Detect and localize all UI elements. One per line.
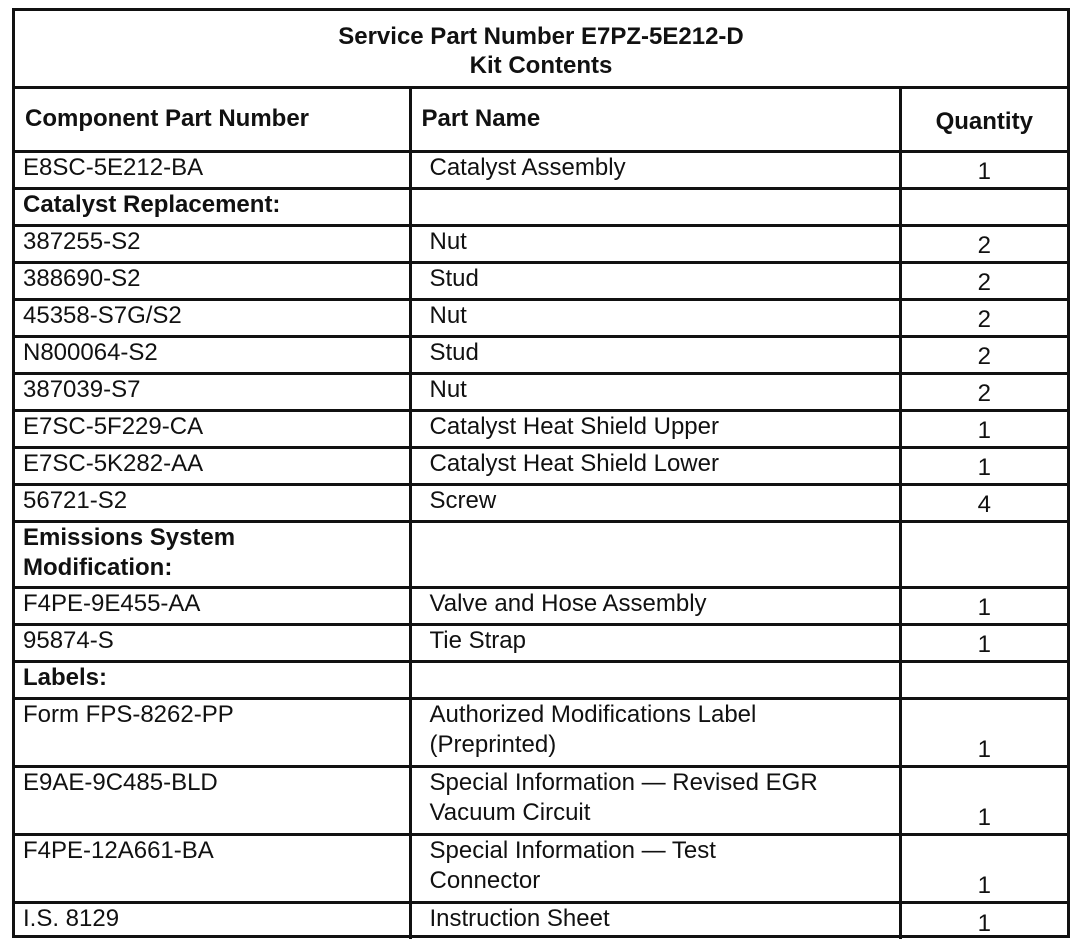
- part-number-cell: F4PE-12A661-BA: [15, 834, 410, 902]
- part-name-line-2: (Preprinted): [429, 730, 557, 758]
- part-name-cell: [410, 698, 900, 766]
- part-name-cell: Stud: [410, 262, 900, 299]
- part-name-cell: Catalyst Heat Shield Lower: [410, 447, 900, 484]
- table-row: [15, 766, 1067, 834]
- table-row: [15, 225, 1067, 262]
- part-name-line-1: Authorized Modifications Label: [429, 700, 757, 728]
- part-number-cell: F4PE-9E455-AA: [15, 587, 410, 624]
- column-header-quantity: Quantity: [900, 89, 1067, 151]
- kit-contents-table: [15, 89, 1067, 939]
- part-number-cell: 388690-S2: [15, 262, 410, 299]
- empty-cell: [900, 521, 1067, 587]
- part-name-cell: Nut: [410, 373, 900, 410]
- section-heading: Labels:: [15, 661, 410, 698]
- section-heading-line-2: Modification:: [23, 553, 173, 581]
- kit-contents-sheet: [12, 8, 1070, 938]
- quantity-cell: 1: [900, 151, 1067, 188]
- part-number-cell: E9AE-9C485-BLD: [15, 766, 410, 834]
- empty-cell: [410, 521, 900, 587]
- section-row: [15, 661, 1067, 698]
- part-name-cell: Valve and Hose Assembly: [410, 587, 900, 624]
- table-row: [15, 834, 1067, 902]
- table-row: [15, 410, 1067, 447]
- empty-cell: [410, 661, 900, 698]
- part-number-cell: 387039-S7: [15, 373, 410, 410]
- title-line-1: Service Part Number E7PZ-5E212-D: [338, 22, 744, 50]
- part-number-cell: Form FPS-8262-PP: [15, 698, 410, 766]
- quantity-cell: 2: [900, 262, 1067, 299]
- quantity-cell: 1: [900, 410, 1067, 447]
- part-name-line-1: Special Information — Test: [429, 836, 716, 864]
- part-number-cell: N800064-S2: [15, 336, 410, 373]
- part-name-cell: Instruction Sheet: [410, 902, 900, 939]
- part-number-cell: 45358-S7G/S2: [15, 299, 410, 336]
- part-number-cell: 387255-S2: [15, 225, 410, 262]
- table-row: [15, 262, 1067, 299]
- part-name-cell: Nut: [410, 225, 900, 262]
- quantity-cell: 2: [900, 225, 1067, 262]
- title-line-2: Kit Contents: [469, 51, 613, 79]
- part-name-cell: Tie Strap: [410, 624, 900, 661]
- column-header-part-number: Component Part Number: [15, 89, 410, 151]
- section-row: [15, 188, 1067, 225]
- quantity-cell: 2: [900, 373, 1067, 410]
- column-header-part-name: Part Name: [410, 89, 900, 151]
- part-name-cell: Nut: [410, 299, 900, 336]
- empty-cell: [900, 188, 1067, 225]
- part-name-line-1: Special Information — Revised EGR: [429, 768, 818, 796]
- quantity-cell: 1: [900, 834, 1067, 902]
- table-row: [15, 902, 1067, 939]
- table-row: [15, 484, 1067, 521]
- table-row: [15, 373, 1067, 410]
- table-row: [15, 447, 1067, 484]
- part-number-cell: I.S. 8129: [15, 902, 410, 939]
- part-name-cell: Catalyst Assembly: [410, 151, 900, 188]
- quantity-cell: 1: [900, 766, 1067, 834]
- part-name-cell: [410, 766, 900, 834]
- quantity-cell: 1: [977, 910, 991, 937]
- table-row: [15, 624, 1067, 661]
- quantity-cell: 1: [900, 698, 1067, 766]
- part-number-cell: E7SC-5F229-CA: [15, 410, 410, 447]
- section-heading: Catalyst Replacement:: [15, 188, 410, 225]
- table-row: [15, 336, 1067, 373]
- part-number-cell: E7SC-5K282-AA: [15, 447, 410, 484]
- part-number-cell: E8SC-5E212-BA: [15, 151, 410, 188]
- quantity-cell: 1: [900, 587, 1067, 624]
- section-row: [15, 521, 1067, 587]
- empty-cell: [900, 661, 1067, 698]
- quantity-cell: 4: [900, 484, 1067, 521]
- header-row: [15, 89, 1067, 151]
- part-name-cell: [410, 834, 900, 902]
- part-name-line-2: Connector: [429, 866, 541, 894]
- quantity-cell: 1: [900, 447, 1067, 484]
- quantity-cell: 1: [900, 624, 1067, 661]
- part-name-cell: Catalyst Heat Shield Upper: [410, 410, 900, 447]
- table-row: [15, 299, 1067, 336]
- part-name-cell: Screw: [410, 484, 900, 521]
- quantity-cell: 2: [900, 336, 1067, 373]
- table-row: [15, 698, 1067, 766]
- empty-cell: [410, 188, 900, 225]
- quantity-cell: 2: [900, 299, 1067, 336]
- section-heading: [15, 521, 410, 587]
- part-name-line-2: Vacuum Circuit: [429, 798, 591, 826]
- section-heading-line-1: Emissions System: [23, 523, 236, 551]
- part-number-cell: 56721-S2: [15, 484, 410, 521]
- table-row: [15, 587, 1067, 624]
- part-name-cell: Stud: [410, 336, 900, 373]
- part-number-cell: 95874-S: [15, 624, 410, 661]
- table-row: [15, 151, 1067, 188]
- table-title: [15, 11, 1067, 89]
